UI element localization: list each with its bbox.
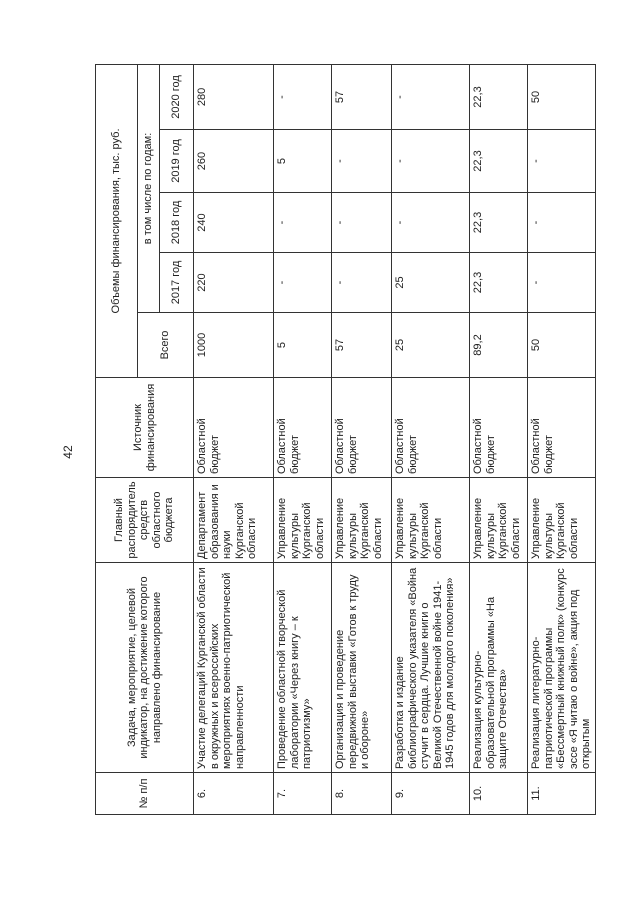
row-2019: - — [332, 130, 392, 193]
header-year-2019: 2019 год — [160, 130, 194, 193]
row-total: 25 — [392, 313, 470, 378]
row-total: 89,2 — [470, 313, 528, 378]
row-task: Участие делегаций Курганской области в окружных и всероссийских мероприятиях военно-патриотической направленности — [194, 563, 274, 773]
row-num: 6. — [194, 773, 274, 815]
row-task: Разработка и издание библиографического указателя «Война стучит в сердца. Лучшие книги о Великой Отечественной войне 1941-1945 годов для молодого поколения» — [392, 563, 470, 773]
page-number: 42 — [61, 445, 75, 459]
row-2020: 50 — [528, 64, 596, 129]
rotated-page-content — [95, 65, 592, 815]
row-2019: 260 — [194, 130, 274, 193]
row-2020: 22,3 — [470, 64, 528, 129]
row-source: Областной бюджет — [194, 378, 274, 478]
row-source: Областной бюджет — [528, 378, 596, 478]
row-num: 8. — [332, 773, 392, 815]
row-2018: 240 — [194, 193, 274, 253]
row-2020: 57 — [332, 64, 392, 129]
row-source: Областной бюджет — [274, 378, 332, 478]
row-task: Реализация культурно-образовательной программы «На защите Отечества» — [470, 563, 528, 773]
funding-table — [95, 64, 596, 815]
row-manager: Управление культуры Курганской области — [392, 478, 470, 563]
row-manager: Управление культуры Курганской области — [332, 478, 392, 563]
header-funding: Объемы финансирования, тыс. руб. — [96, 64, 138, 377]
table-row — [470, 64, 528, 814]
row-2018: - — [528, 193, 596, 253]
row-2017: 22,3 — [470, 253, 528, 313]
row-2019: 5 — [274, 130, 332, 193]
row-2017: 25 — [392, 253, 470, 313]
table-row — [194, 64, 274, 814]
row-2017: 220 — [194, 253, 274, 313]
header-task: Задача, мероприятие, целевой индикатор, на достижение которого направлено финансирование — [96, 563, 194, 773]
row-num: 9. — [392, 773, 470, 815]
row-source: Областной бюджет — [470, 378, 528, 478]
header-num: № п/п — [96, 773, 194, 815]
row-num: 11. — [528, 773, 596, 815]
row-manager: Управление культуры Курганской области — [470, 478, 528, 563]
row-task: Организация и проведение передвижной выставки «Готов к труду и обороне» — [332, 563, 392, 773]
row-2018: 22,3 — [470, 193, 528, 253]
header-by-years: в том числе по годам: — [138, 64, 160, 312]
table-row — [528, 64, 596, 814]
header-year-2017: 2017 год — [160, 253, 194, 313]
row-2017: - — [274, 253, 332, 313]
row-manager: Департамент образования и науки Курганской области — [194, 478, 274, 563]
row-2017: - — [332, 253, 392, 313]
header-year-2020: 2020 год — [160, 64, 194, 129]
row-2018: - — [332, 193, 392, 253]
header-year-2018: 2018 год — [160, 193, 194, 253]
table-row — [392, 64, 470, 814]
header-source: Источник финансирования — [96, 378, 194, 478]
header-total: Всего — [138, 313, 194, 378]
row-source: Областной бюджет — [392, 378, 470, 478]
row-total: 50 — [528, 313, 596, 378]
row-num: 10. — [470, 773, 528, 815]
row-2019: - — [392, 130, 470, 193]
row-total: 1000 — [194, 313, 274, 378]
row-task: Проведение областной творческой лаборатории «Через книгу – к патриотизму» — [274, 563, 332, 773]
row-task: Реализация литературно-патриотической программы «Бессмертный книжный полк» (конкурс эссе «Я читаю о войне», акция под открытым — [528, 563, 596, 773]
row-2017: - — [528, 253, 596, 313]
row-2020: 280 — [194, 64, 274, 129]
row-num: 7. — [274, 773, 332, 815]
row-total: 57 — [332, 313, 392, 378]
header-manager: Главный распорядитель средств областного бюджета — [96, 478, 194, 563]
row-2020: - — [392, 64, 470, 129]
row-2018: - — [274, 193, 332, 253]
row-2019: - — [528, 130, 596, 193]
row-manager: Управление культуры Курганской области — [528, 478, 596, 563]
row-total: 5 — [274, 313, 332, 378]
row-source: Областной бюджет — [332, 378, 392, 478]
row-2020: - — [274, 64, 332, 129]
row-2018: - — [392, 193, 470, 253]
row-2019: 22,3 — [470, 130, 528, 193]
row-manager: Управление культуры Курганской области — [274, 478, 332, 563]
table-row — [274, 64, 332, 814]
table-row — [332, 64, 392, 814]
